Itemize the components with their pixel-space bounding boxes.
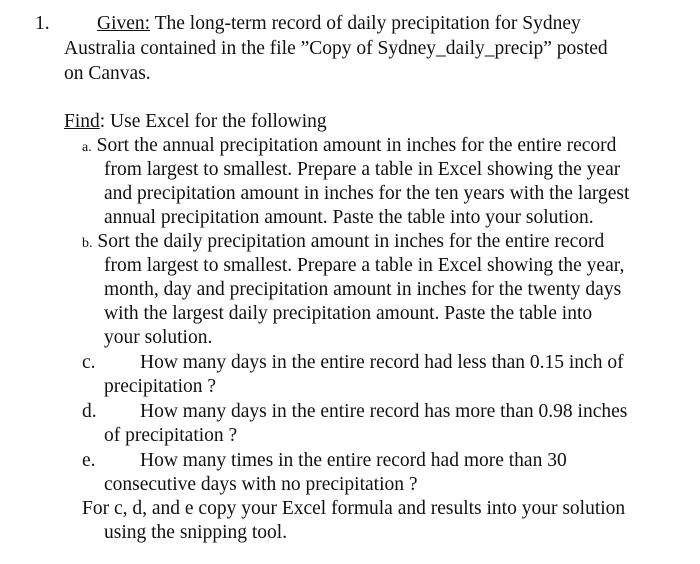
question-number: 1. <box>35 13 50 34</box>
find-intro: : Use Excel for the following <box>99 111 327 132</box>
item-a-line-3: and precipitation amount in inches for the ten years with the largest <box>104 183 630 204</box>
item-e-line-2: consecutive days with no precipitation ? <box>104 474 418 495</box>
find-line <box>64 110 327 134</box>
footer-line-2: using the snipping tool. <box>104 522 288 543</box>
item-b-line-4: with the largest daily precipitation amount. Paste the table into <box>104 303 593 324</box>
footer-line-1: For c, d, and e copy your Excel formula and results into your solution <box>82 498 626 519</box>
given-line-1 <box>97 12 581 36</box>
find-label: Find <box>64 111 100 132</box>
item-d-line-1: How many days in the entire record has more than 0.98 inches <box>140 401 628 422</box>
item-a-line-1 <box>82 134 616 160</box>
item-b-marker: b. <box>82 236 93 251</box>
item-b-text-1: Sort the daily precipitation amount in inches for the entire record <box>92 231 605 252</box>
item-d-line-2: of precipitation ? <box>104 425 238 446</box>
given-text-1: The long-term record of daily precipitation for Sydney <box>150 13 581 34</box>
item-a-line-4: annual precipitation amount. Paste the table into your solution. <box>104 207 594 228</box>
item-a-line-2: from largest to smallest. Prepare a table in Excel showing the year <box>104 159 621 180</box>
item-a-text-1: Sort the annual precipitation amount in inches for the entire record <box>91 135 617 156</box>
item-e-line-1: How many times in the entire record had more than 30 <box>140 450 567 471</box>
item-c-marker: c. <box>82 352 96 373</box>
given-label: Given: <box>97 13 151 34</box>
item-b-line-2: from largest to smallest. Prepare a table in Excel showing the year, <box>104 255 625 276</box>
item-d-marker: d. <box>82 401 97 422</box>
given-line-2: Australia contained in the file ”Copy of Sydney_daily_precip” posted <box>64 38 608 59</box>
item-e-marker: e. <box>82 450 96 471</box>
item-b-line-5: your solution. <box>104 327 213 348</box>
item-c-line-2: precipitation ? <box>104 376 217 397</box>
item-b-line-3: month, day and precipitation amount in inches for the twenty days <box>104 279 622 300</box>
item-a-marker: a. <box>82 140 92 155</box>
item-c-line-1: How many days in the entire record had less than 0.15 inch of <box>140 352 624 373</box>
given-line-3: on Canvas. <box>64 63 151 84</box>
item-b-line-1 <box>82 230 604 256</box>
